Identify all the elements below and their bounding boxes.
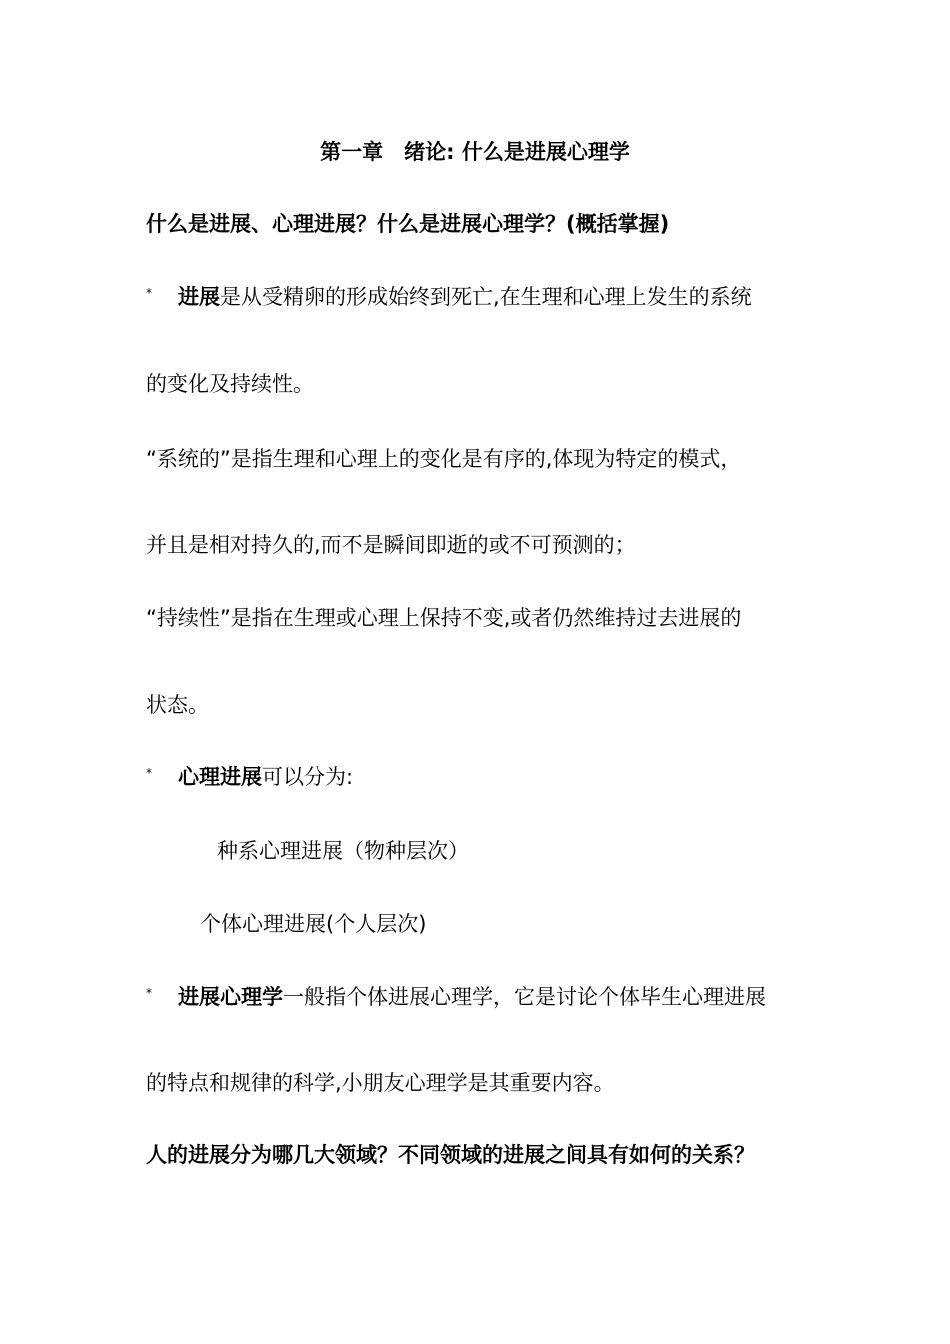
term-developmental-psychology: 进展心理学	[178, 985, 283, 1009]
paragraph-psych-development	[146, 762, 353, 792]
definition-text: 是从受精卵的形成始终到死亡,在生理和心理上发生的系统	[220, 285, 752, 309]
paragraph-systematic-cont: 并且是相对持久的,而不是瞬间即逝的或不可预测的；	[146, 533, 636, 557]
paragraph-development-definition	[146, 282, 752, 312]
bullet-marker: *	[146, 286, 152, 300]
classification-intro: 可以分为:	[262, 765, 354, 789]
question-heading-2: 人的进展分为哪几大领域？不同领域的进展之间具有如何的关系？	[146, 1143, 755, 1167]
paragraph-systematic: “系统的”是指生理和心理上的变化是有序的,体现为特定的模式，	[146, 447, 742, 471]
paragraph-continuation: 的变化及持续性。	[146, 372, 314, 396]
paragraph-developmental-psychology-cont: 的特点和规律的科学,小朋友心理学是其重要内容。	[146, 1071, 615, 1095]
question-heading-1: 什么是进展、心理进展？什么是进展心理学？(概括掌握)	[146, 212, 670, 236]
bullet-marker: *	[146, 766, 152, 780]
term-psych-development: 心理进展	[178, 765, 262, 789]
list-item-ontogenetic: 个体心理进展(个人层次)	[200, 912, 427, 936]
bullet-marker: *	[146, 986, 152, 1000]
term-development: 进展	[178, 285, 220, 309]
list-item-phylogenetic: 种系心理进展（物种层次）	[217, 839, 469, 863]
developmental-psychology-text: 一般指个体进展心理学，它是讨论个体毕生心理进展	[283, 985, 766, 1009]
paragraph-continuity-cont: 状态。	[146, 693, 209, 717]
chapter-title: 第一章 绪论: 什么是进展心理学	[320, 140, 630, 164]
paragraph-continuity: “持续性”是指在生理或心理上保持不变,或者仍然维持过去进展的	[146, 606, 742, 630]
paragraph-developmental-psychology	[146, 982, 766, 1012]
